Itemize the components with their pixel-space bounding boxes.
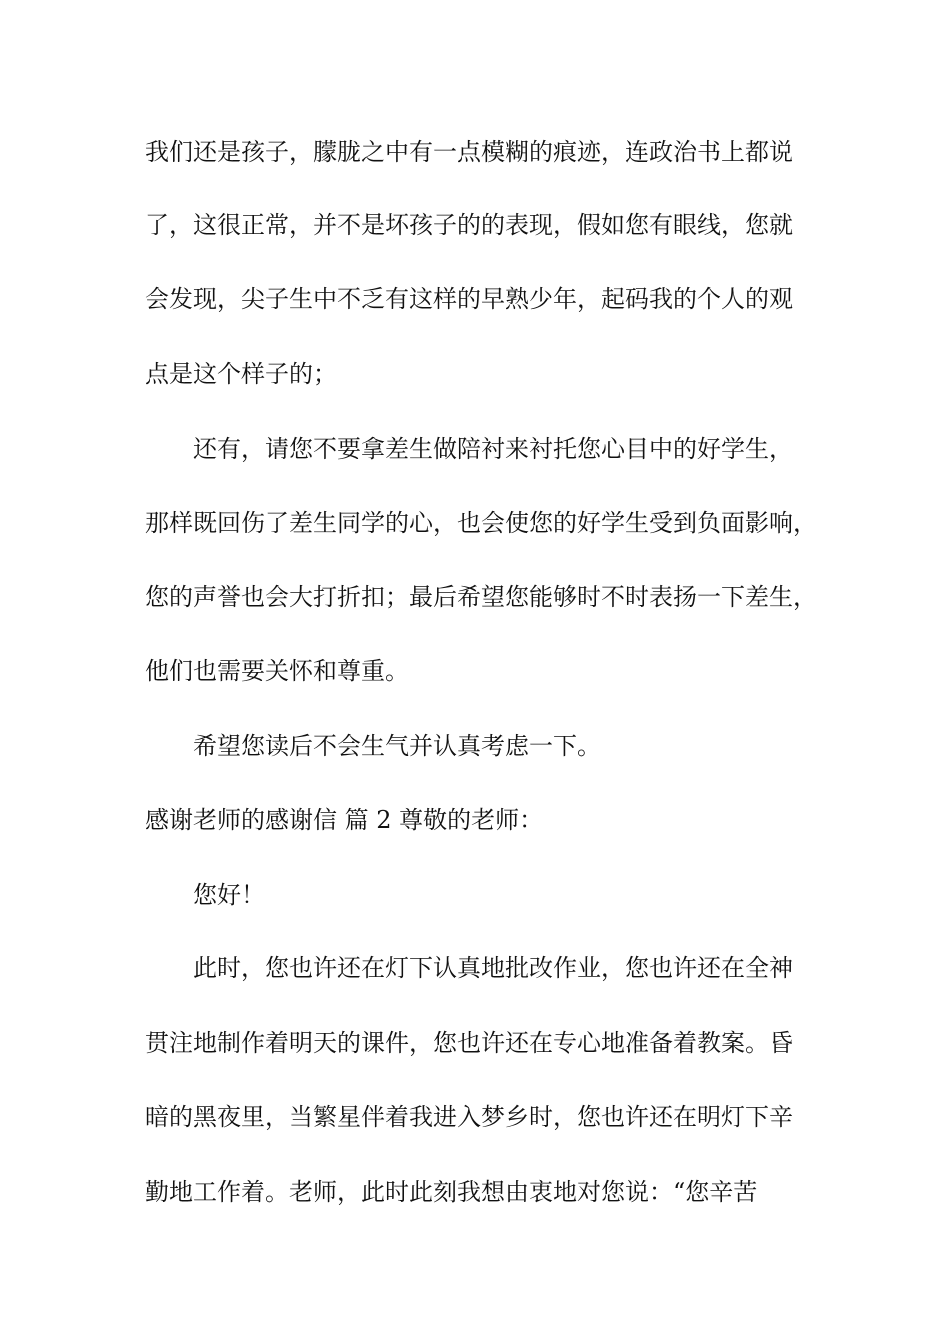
paragraph-first-line: 此时，您也许还在灯下认真地批改作业，您也许还在全神: [193, 954, 793, 982]
greeting: 您好！: [193, 881, 265, 909]
text-line: 您的声誉也会大打折扣；最后希望您能够时不时表扬一下差生，: [145, 583, 817, 611]
paragraph-first-line: 希望您读后不会生气并认真考虑一下。: [193, 732, 601, 760]
text-line: 暗的黑夜里，当繁星伴着我进入梦乡时，您也许还在明灯下辛: [145, 1103, 793, 1131]
text-line: 了，这很正常，并不是坏孩子的的表现，假如您有眼线，您就: [145, 211, 793, 239]
text-line: 会发现，尖子生中不乏有这样的早熟少年，起码我的个人的观: [145, 285, 793, 313]
text-line: 勤地工作着。老师，此时此刻我想由衷地对您说：“您辛苦: [145, 1178, 758, 1206]
section-heading: 感谢老师的感谢信 篇 2 尊敬的老师：: [145, 806, 544, 834]
text-line: 贯注地制作着明天的课件，您也许还在专心地准备着教案。昏: [145, 1029, 793, 1057]
paragraph-first-line: 还有，请您不要拿差生做陪衬来衬托您心目中的好学生，: [193, 435, 793, 463]
text-line: 那样既回伤了差生同学的心，也会使您的好学生受到负面影响，: [145, 509, 817, 537]
text-line: 我们还是孩子，朦胧之中有一点模糊的痕迹，连政治书上都说: [145, 138, 793, 166]
text-line: 他们也需要关怀和尊重。: [145, 657, 409, 685]
text-line: 点是这个样子的；: [145, 360, 337, 388]
